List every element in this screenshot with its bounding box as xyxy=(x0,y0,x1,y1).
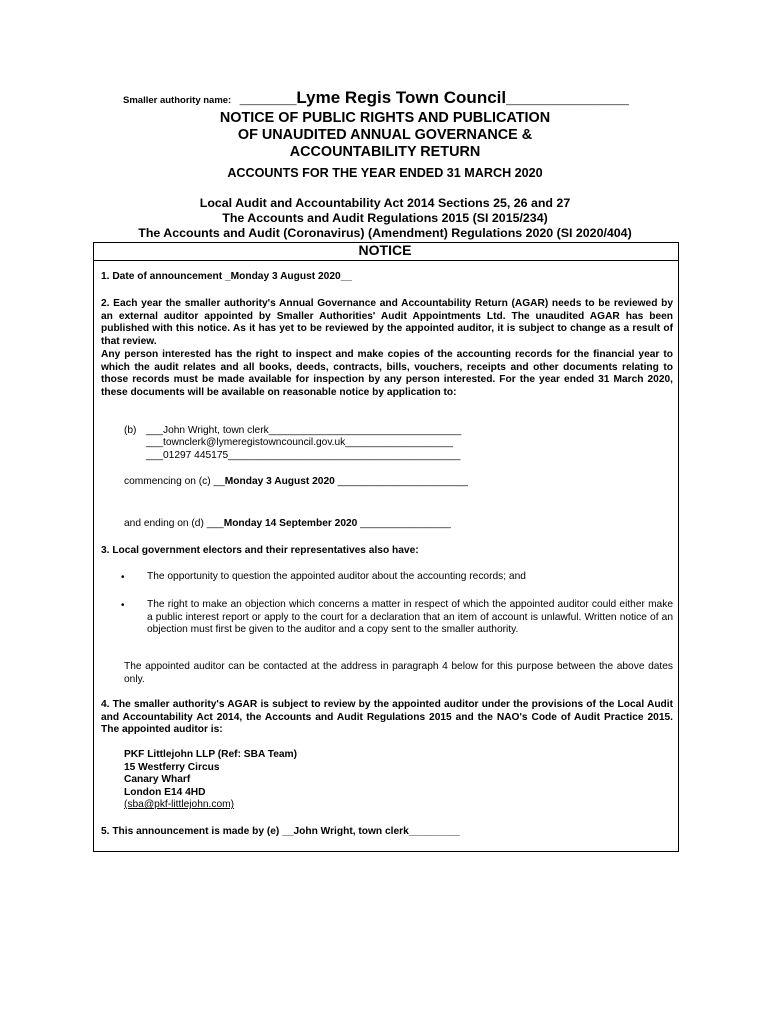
ending-line xyxy=(124,518,451,531)
auditor-line-1: PKF Littlejohn LLP (Ref: SBA Team) xyxy=(124,749,297,760)
legislation-line-1: Local Audit and Accountability Act 2014 Sections 25, 26 and 27 xyxy=(199,196,571,210)
section-1-date: 1. Date of announcement _Monday 3 August 2020__ xyxy=(101,271,352,282)
commencing-suffix: _______________________ xyxy=(334,476,468,487)
auditor-email-link[interactable]: (sba@pkf-littlejohn.com) xyxy=(124,799,234,810)
commencing-prefix: commencing on (c) __ xyxy=(124,476,225,487)
bullet-1-marker: • xyxy=(121,572,125,583)
section-3-bullet-2: The right to make an objection which concerns a matter in respect of which the appointed auditor could either make a public interest report or apply to the court for a declaration that an item of account is unlawful. Written notice of an objection must first be given to the auditor and a copy sent to the smaller authority. xyxy=(147,599,673,636)
auditor-line-4: London E14 4HD xyxy=(124,787,206,798)
ending-prefix: and ending on (d) ___ xyxy=(124,518,224,529)
section-2-paragraph-2: Any person interested has the right to inspect and make copies of the accounting records for the financial year to which the audit relates and all books, deeds, contracts, bills, vouchers, receipts and other documents relating to those records must be made available for inspection by any person interested. For the year ended 31 March 2020, these documents will be available on reasonable notice by application to: xyxy=(101,349,673,398)
section-3-heading: 3. Local government electors and their representatives also have: xyxy=(101,545,419,556)
section-3-bullet-1: The opportunity to question the appointed auditor about the accounting records; and xyxy=(147,571,526,582)
contact-name: ___John Wright, town clerk__________________________________ xyxy=(146,425,462,436)
commencing-line xyxy=(124,476,468,489)
auditor-line-3: Canary Wharf xyxy=(124,774,191,785)
ending-suffix: ________________ xyxy=(357,518,451,529)
authority-label: Smaller authority name: xyxy=(123,95,232,106)
bullet-2-marker: • xyxy=(121,600,125,611)
authority-name: ______Lyme Regis Town Council_____________ xyxy=(239,88,630,107)
authority-name-line xyxy=(123,88,629,108)
ending-date: Monday 14 September 2020 xyxy=(223,518,358,529)
title-line-3: ACCOUNTABILITY RETURN xyxy=(289,144,481,160)
contact-email: ___townclerk@lymeregistowncouncil.gov.uk___________________ xyxy=(146,437,453,448)
section-2-paragraph-1: 2. Each year the smaller authority's Annual Governance and Accountability Return (AGAR) needs to be reviewed by an external auditor appointed by Smaller Authorities' Audit Appointments Ltd. The unaudited AGAR has been published with this notice. As it has yet to be reviewed by the appointed auditor, it is subject to change as a result of that review. xyxy=(101,298,673,347)
legislation-line-2: The Accounts and Audit Regulations 2015 (SI 2015/234) xyxy=(222,211,548,225)
title-line-1: NOTICE OF PUBLIC RIGHTS AND PUBLICATION xyxy=(219,110,551,126)
section-4-paragraph: 4. The smaller authority's AGAR is subject to review by the appointed auditor under the provisions of the Local Audit and Accountability Act 2014, the Accounts and Audit Regulations 2015 and the NAO's Code of Audit Practice 2015. The appointed auditor is: xyxy=(101,699,673,736)
section-3-closing: The appointed auditor can be contacted at the address in paragraph 4 below for this purpose between the above dates only. xyxy=(124,661,673,685)
b-label: (b) xyxy=(124,425,137,436)
auditor-email-line xyxy=(124,799,234,812)
contact-phone: ___01297 445175_________________________________________ xyxy=(146,450,461,461)
auditor-line-2: 15 Westferry Circus xyxy=(124,762,220,773)
commencing-date: Monday 3 August 2020 xyxy=(224,476,335,487)
legislation-line-3: The Accounts and Audit (Coronavirus) (Amendment) Regulations 2020 (SI 2020/404) xyxy=(138,226,632,240)
title-line-2: OF UNAUDITED ANNUAL GOVERNANCE & xyxy=(237,127,533,143)
notice-heading: NOTICE xyxy=(358,242,412,258)
section-5-announcement: 5. This announcement is made by (e) __John Wright, town clerk_________ xyxy=(101,826,460,837)
year-line: ACCOUNTS FOR THE YEAR ENDED 31 MARCH 2020 xyxy=(227,166,543,180)
